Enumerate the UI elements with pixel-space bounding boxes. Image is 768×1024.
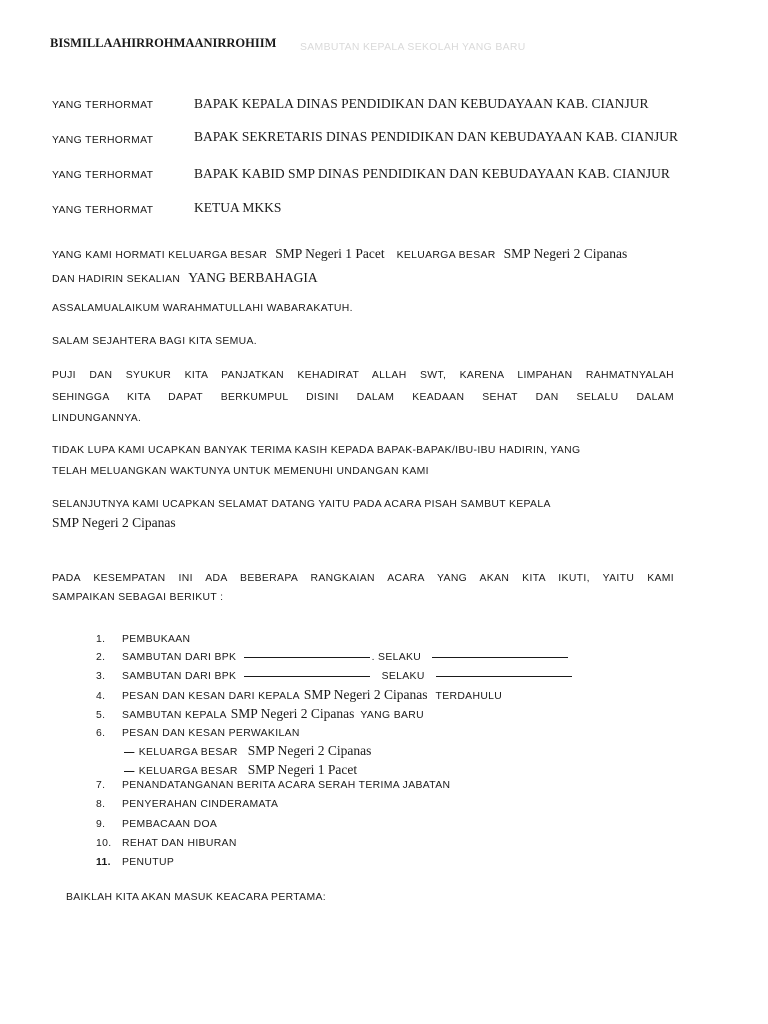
ghost-text: SAMBUTAN KEPALA SEKOLAH YANG BARU xyxy=(300,42,526,53)
welcome-school: SMP Negeri 2 Cipanas xyxy=(52,515,176,530)
praise-line: LINDUNGANNYA. xyxy=(52,413,142,424)
salutation-label: YANG TERHORMAT xyxy=(52,135,154,146)
agenda-text: YANG BARU xyxy=(360,710,424,721)
blank-line xyxy=(432,657,568,658)
agenda-text: REHAT DAN HIBURAN xyxy=(122,838,237,849)
thanks-line: TIDAK LUPA KAMI UCAPKAN BANYAK TERIMA KASIH KEPADA BAPAK-BAPAK/IBU-IBU HADIRIN, YANG xyxy=(52,445,581,456)
honored-line-1 xyxy=(52,245,627,263)
closing-line: BAIKLAH KITA AKAN MASUK KEACARA PERTAMA: xyxy=(66,892,326,903)
blank-line xyxy=(436,676,572,677)
agenda-subitem xyxy=(124,742,371,760)
agenda-number: 8. xyxy=(96,799,106,810)
agenda-text: PENUTUP xyxy=(122,857,175,868)
agenda-mid: SELAKU xyxy=(381,671,425,682)
thanks-line: TELAH MELUANGKAN WAKTUNYA UNTUK MEMENUHI UNDANGAN KAMI xyxy=(52,466,429,477)
sub-bullet: — xyxy=(124,747,135,758)
agenda-number: 10. xyxy=(96,838,112,849)
praise-line: PUJI DAN SYUKUR KITA PANJATKAN KEHADIRAT ALLAH SWT, KARENA LIMPAHAN RAHMATNYALAH xyxy=(52,370,674,381)
agenda-item xyxy=(96,819,217,830)
agenda-text: PENANDATANGANAN BERITA ACARA SERAH TERIMA JABATAN xyxy=(122,780,451,791)
agenda-number: 2. xyxy=(96,652,106,663)
agenda-item xyxy=(96,780,450,791)
honored-school-1: SMP Negeri 1 Pacet xyxy=(275,246,385,261)
salutation-name: BAPAK KABID SMP DINAS PENDIDIKAN DAN KEBUDAYAAN KAB. CIANJUR xyxy=(194,166,670,181)
agenda-item xyxy=(96,686,502,704)
sub-label: KELUARGA BESAR xyxy=(138,747,238,758)
agenda-number: 1. xyxy=(96,634,106,645)
agenda-text: SAMBUTAN DARI BPK xyxy=(122,671,237,682)
agenda-text: SAMBUTAN DARI BPK xyxy=(122,652,237,663)
agenda-number: 5. xyxy=(96,710,106,721)
agenda-item xyxy=(96,705,424,723)
agenda-item xyxy=(96,857,174,868)
salutation-name: BAPAK SEKRETARIS DINAS PENDIDIKAN DAN KEBUDAYAAN KAB. CIANJUR xyxy=(194,129,678,144)
agenda-number: 11. xyxy=(96,857,111,868)
salutation-label: YANG TERHORMAT xyxy=(52,100,154,111)
honored-middle: KELUARGA BESAR xyxy=(396,250,496,261)
blank-line xyxy=(244,657,370,658)
honored-prefix: YANG KAMI HORMATI KELUARGA BESAR xyxy=(52,250,268,261)
salutation-name: KETUA MKKS xyxy=(194,200,282,215)
agenda-item xyxy=(96,838,237,849)
salutation-label: YANG TERHORMAT xyxy=(52,205,154,216)
agenda-text: PENYERAHAN CINDERAMATA xyxy=(122,799,279,810)
agenda-item xyxy=(96,652,568,663)
agenda-number: 4. xyxy=(96,691,106,702)
blank-line xyxy=(244,676,370,677)
opening-line: BISMILLAAHIRROHMAANIRROHIIM xyxy=(50,36,277,50)
agenda-text: PESAN DAN KESAN PERWAKILAN xyxy=(122,728,300,739)
sub-label: KELUARGA BESAR xyxy=(138,766,238,777)
agenda-item xyxy=(96,671,572,682)
agenda-number: 6. xyxy=(96,728,106,739)
sub-school: SMP Negeri 2 Cipanas xyxy=(247,743,372,758)
agenda-school: SMP Negeri 2 Cipanas xyxy=(303,687,428,702)
praise-line: SEHINGGA KITA DAPAT BERKUMPUL DISINI DALAM KEADAAN SEHAT DAN SELALU DALAM xyxy=(52,392,674,403)
agenda-text: PEMBUKAAN xyxy=(122,634,191,645)
salutation-name: BAPAK KEPALA DINAS PENDIDIKAN DAN KEBUDAYAAN KAB. CIANJUR xyxy=(194,96,649,111)
agenda-subitem xyxy=(124,761,357,779)
agenda-mid: . SELAKU xyxy=(371,652,422,663)
greeting-assalamualaikum: ASSALAMUALAIKUM WARAHMATULLAHI WABARAKATUH. xyxy=(52,303,353,314)
welcome-line: SELANJUTNYA KAMI UCAPKAN SELAMAT DATANG YAITU PADA ACARA PISAH SAMBUT KEPALA xyxy=(52,499,551,510)
salutation-label: YANG TERHORMAT xyxy=(52,170,154,181)
sub-school: SMP Negeri 1 Pacet xyxy=(247,762,358,777)
honored-line2-prefix: DAN HADIRIN SEKALIAN xyxy=(52,274,181,285)
agenda-text: PESAN DAN KESAN DARI KEPALA xyxy=(122,691,300,702)
honored-line-2 xyxy=(52,269,318,287)
agenda-text: PEMBACAAN DOA xyxy=(122,819,218,830)
agenda-item xyxy=(96,634,190,645)
agenda-intro-line: SAMPAIKAN SEBAGAI BERIKUT : xyxy=(52,592,224,603)
honored-line2-suffix: YANG BERBAHAGIA xyxy=(188,270,318,285)
agenda-text: SAMBUTAN KEPALA xyxy=(122,710,227,721)
agenda-school: SMP Negeri 2 Cipanas xyxy=(230,706,355,721)
sub-bullet: — xyxy=(124,766,135,777)
agenda-item xyxy=(96,799,278,810)
agenda-intro-line: PADA KESEMPATAN INI ADA BEBERAPA RANGKAIAN ACARA YANG AKAN KITA IKUTI, YAITU KAMI xyxy=(52,573,674,584)
agenda-number: 7. xyxy=(96,780,106,791)
agenda-item xyxy=(96,728,300,739)
agenda-number: 3. xyxy=(96,671,106,682)
agenda-text: TERDAHULU xyxy=(435,691,503,702)
agenda-number: 9. xyxy=(96,819,106,830)
greeting-salam: SALAM SEJAHTERA BAGI KITA SEMUA. xyxy=(52,336,258,347)
honored-school-2: SMP Negeri 2 Cipanas xyxy=(503,246,628,261)
